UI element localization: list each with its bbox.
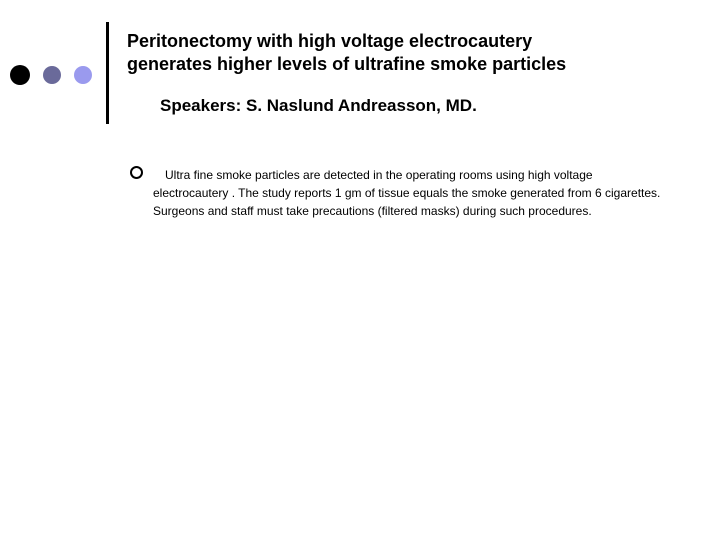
slide-title <box>127 30 707 76</box>
bullet-text: Ultra fine smoke particles are detected in the operating rooms using high voltage electrocautery . The study reports 1 gm of tissue equals the smoke generated from 6 cigarettes. Surgeons and staff must take precautions (filtered masks) during such procedures. <box>153 168 661 218</box>
lavender-dot-icon <box>74 66 92 84</box>
list-item <box>128 166 668 220</box>
vertical-divider <box>106 22 109 124</box>
slate-dot-icon <box>43 66 61 84</box>
black-dot-icon <box>10 65 30 85</box>
hollow-circle-bullet-icon <box>130 166 143 179</box>
slide-title-line-2: generates higher levels of ultrafine smoke particles <box>127 54 567 74</box>
bullet-list <box>128 166 668 220</box>
slide-title-line-1: Peritonectomy with high voltage electrocautery <box>127 31 533 51</box>
speakers-line: Speakers: S. Naslund Andreasson, MD. <box>160 96 477 115</box>
